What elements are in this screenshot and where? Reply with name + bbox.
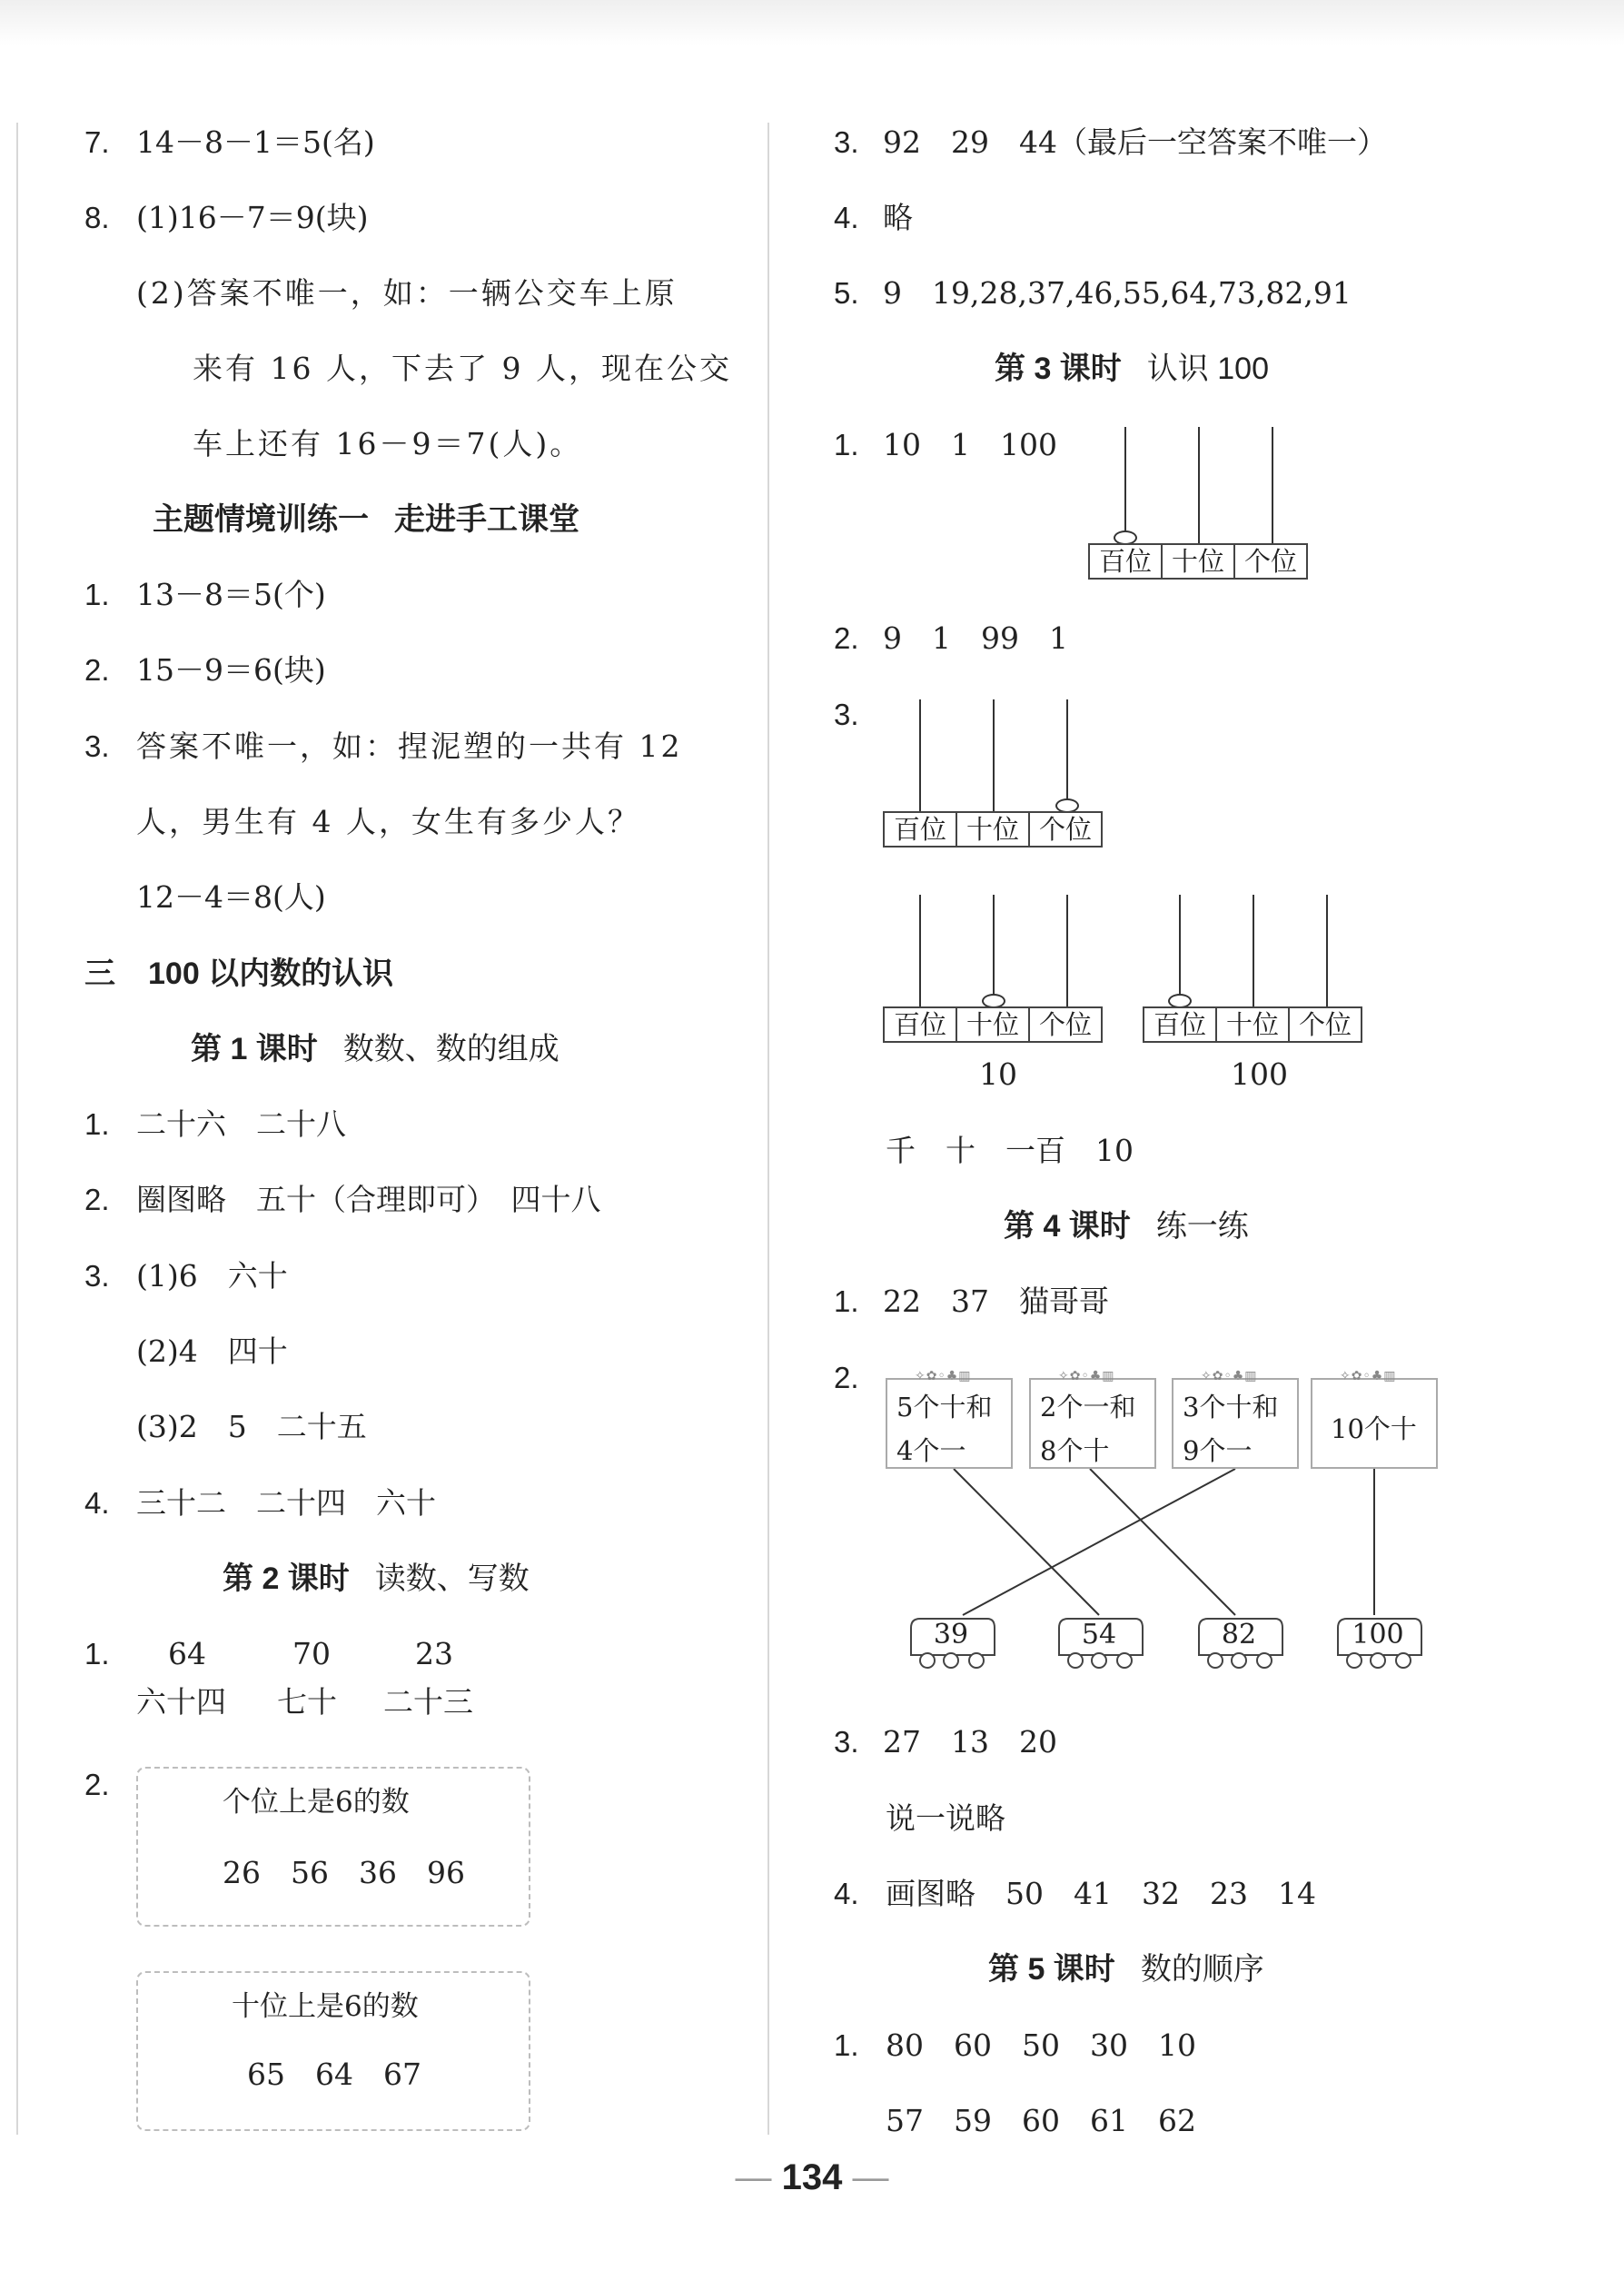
- lesson1-title: 第 1 课时: [191, 1032, 318, 1066]
- l5q1-row2: 57 59 60 61 62: [886, 2103, 1196, 2138]
- l4q4-number: 4.: [834, 1877, 859, 1910]
- lesson4-title: 第 4 课时: [1004, 1209, 1131, 1244]
- t1-answer: 13－8＝5(个): [136, 577, 326, 612]
- r-q3-number: 3.: [834, 125, 859, 159]
- bus-4: [1331, 1615, 1425, 1671]
- card-3: [1172, 1369, 1299, 1469]
- q8-part1: (1)16－7＝9(块): [136, 200, 369, 235]
- card-1-line1: 5个十和: [896, 1392, 993, 1423]
- lesson3-title: 第 3 课时: [995, 352, 1122, 386]
- l2q1-word-1: 六十四: [136, 1684, 226, 1720]
- l4q1-number: 1.: [834, 1284, 859, 1318]
- abacus-4-label-tens: 十位: [1215, 1006, 1290, 1043]
- box-tens-six-numbers: 65 64 67: [247, 2057, 421, 2092]
- t3-line2: 人，男生有 4 人，女生有多少人？: [136, 804, 640, 839]
- lesson3-subtitle: 认识 100: [1146, 352, 1269, 386]
- r-q3-answer: 92 29 44（最后一空答案不唯一）: [883, 124, 1387, 160]
- abacus-1-label-tens: 十位: [1161, 543, 1235, 580]
- t1-number: 1.: [84, 578, 110, 611]
- q8-part2-line2: 来有 16 人，下去了 9 人，现在公交: [193, 351, 732, 386]
- abacus-1-label-hundreds: 百位: [1088, 543, 1163, 580]
- l1q4-answer: 三十二 二十四 六十: [136, 1485, 436, 1521]
- card-3-decoration: ✧✿◦♣▥: [1201, 1369, 1258, 1383]
- l4q2-number: 2.: [834, 1361, 859, 1394]
- abacus-4-caption: 100: [1231, 1056, 1288, 1092]
- bus-2-number: 54: [1081, 1619, 1117, 1651]
- l2q2-number: 2.: [84, 1768, 110, 1801]
- lesson5-title: 第 5 课时: [988, 1952, 1115, 1987]
- l4q3-answer: 27 13 20: [883, 1724, 1057, 1760]
- lesson5-heading: [988, 1951, 1264, 1988]
- page-dash-right: —: [852, 2157, 889, 2197]
- lesson5-subtitle: 数的顺序: [1140, 1952, 1264, 1987]
- abacus-4-label-units: 个位: [1288, 1006, 1362, 1043]
- card-2-decoration: ✧✿◦♣▥: [1058, 1369, 1115, 1383]
- lesson2-subtitle: 读数、写数: [374, 1561, 530, 1596]
- l3q3-tail: 千 十 一百 10: [886, 1133, 1134, 1168]
- l1q4-number: 4.: [84, 1486, 110, 1520]
- box-units-six-title: 个位上是6的数: [223, 1786, 410, 1819]
- match-line-card2-bus82: [1090, 1469, 1235, 1615]
- l1q3-part2: (2)4 四十: [136, 1333, 288, 1369]
- l2q1-num-3: 23: [415, 1636, 453, 1671]
- theme-title: 主题情境训练一: [153, 502, 369, 537]
- l2q1-num-1: 64: [168, 1636, 206, 1671]
- card-3-line2: 9个一: [1183, 1435, 1253, 1466]
- abacus-2-label-tens: 十位: [956, 811, 1030, 848]
- bus-2: [1052, 1615, 1146, 1671]
- bus-1: [904, 1615, 998, 1671]
- l1q3-part1: (1)6 六十: [136, 1258, 288, 1294]
- card-1: [886, 1369, 1013, 1469]
- l1q1-number: 1.: [84, 1107, 110, 1141]
- bus-3: [1192, 1615, 1286, 1671]
- abacus-1-label-units: 个位: [1233, 543, 1308, 580]
- l1q1-answer: 二十六 二十八: [136, 1106, 346, 1142]
- abacus-3-label-hundreds: 百位: [883, 1006, 957, 1043]
- lesson4-subtitle: 练一练: [1155, 1209, 1249, 1244]
- t3-number: 3.: [84, 729, 110, 763]
- card-4-line1: 10个十: [1331, 1413, 1417, 1444]
- q7-number: 7.: [84, 125, 110, 159]
- card-3-line1: 3个十和: [1183, 1392, 1279, 1423]
- l3q2-number: 2.: [834, 621, 859, 655]
- l4q4-answer: 画图略 50 41 32 23 14: [886, 1876, 1316, 1911]
- unit-mark: 三: [84, 957, 115, 991]
- box-tens-six-title: 十位上是6的数: [232, 1990, 419, 2023]
- l1q2-answer: 圈图略 五十（合理即可） 四十八: [136, 1182, 601, 1217]
- abacus-3-caption: 10: [979, 1056, 1017, 1092]
- theme-subtitle: 走进手工课堂: [394, 502, 579, 537]
- l4q3-extra: 说一说略: [886, 1800, 1005, 1836]
- bus-4-number: 100: [1352, 1619, 1404, 1651]
- r-q5-number: 5.: [834, 276, 859, 310]
- l5q1-number: 1.: [834, 2028, 859, 2062]
- l1q3-number: 3.: [84, 1259, 110, 1293]
- bus-1-number: 39: [933, 1619, 969, 1651]
- q7-answer: 14－8－1＝5(名): [136, 124, 375, 160]
- abacus-2-label-hundreds: 百位: [883, 811, 957, 848]
- l2q1-word-3: 二十三: [383, 1684, 473, 1720]
- abacus-2-label-units: 个位: [1028, 811, 1103, 848]
- card-2-line1: 2个一和: [1040, 1392, 1136, 1423]
- lesson1-subtitle: 数数、数的组成: [342, 1032, 559, 1066]
- match-line-card3-bus39: [963, 1469, 1235, 1615]
- abacus-3-label-tens: 十位: [956, 1006, 1030, 1043]
- r-q5-answer: 9 19,28,37,46,55,64,73,82,91: [883, 275, 1352, 311]
- match-line-card1-bus54: [954, 1469, 1099, 1615]
- card-1-line2: 4个一: [896, 1435, 966, 1466]
- q8-part2-line1: (2)答案不唯一，如：一辆公交车上原: [136, 275, 678, 311]
- l2q1-word-2: 七十: [277, 1684, 337, 1720]
- page-number: [0, 2157, 1624, 2198]
- card-4: [1311, 1369, 1438, 1469]
- abacus-3-label-units: 个位: [1028, 1006, 1103, 1043]
- l3q1-number: 1.: [834, 428, 859, 461]
- card-2: [1029, 1369, 1156, 1469]
- l3q2-answer: 9 1 99 1: [883, 620, 1068, 656]
- q8-part2-line3: 车上还有 16－9＝7(人)。: [193, 426, 583, 461]
- l2q1-number: 1.: [84, 1637, 110, 1670]
- l1q2-number: 2.: [84, 1183, 110, 1216]
- t2-answer: 15－9＝6(块): [136, 652, 326, 688]
- page-dash-left: —: [735, 2157, 772, 2197]
- t3-line3: 12－4＝8(人): [136, 879, 326, 915]
- q8-number: 8.: [84, 201, 110, 234]
- l1q3-part3: (3)2 5 二十五: [136, 1409, 367, 1444]
- page-number-value: 134: [781, 2157, 843, 2197]
- l4q3-number: 3.: [834, 1725, 859, 1759]
- card-2-line2: 8个十: [1040, 1435, 1110, 1466]
- l2q1-num-2: 70: [292, 1636, 331, 1671]
- l4q1-answer: 22 37 猫哥哥: [883, 1284, 1109, 1319]
- lesson2-title: 第 2 课时: [223, 1561, 350, 1596]
- t3-line1: 答案不唯一，如：捏泥塑的一共有 12: [136, 729, 683, 764]
- r-q4-answer: 略: [883, 200, 913, 235]
- l5q1-row1: 80 60 50 30 10: [886, 2027, 1196, 2063]
- abacus-4-label-hundreds: 百位: [1143, 1006, 1217, 1043]
- r-q4-number: 4.: [834, 201, 859, 234]
- l3q3-number: 3.: [834, 698, 859, 731]
- l3q1-answer: 10 1 100: [883, 427, 1057, 462]
- card-4-decoration: ✧✿◦♣▥: [1340, 1369, 1397, 1383]
- unit-title: 100 以内数的认识: [148, 957, 394, 991]
- t2-number: 2.: [84, 653, 110, 687]
- bus-3-number: 82: [1221, 1619, 1257, 1651]
- card-1-decoration: ✧✿◦♣▥: [915, 1369, 972, 1383]
- box-units-six-numbers: 26 56 36 96: [223, 1855, 465, 1890]
